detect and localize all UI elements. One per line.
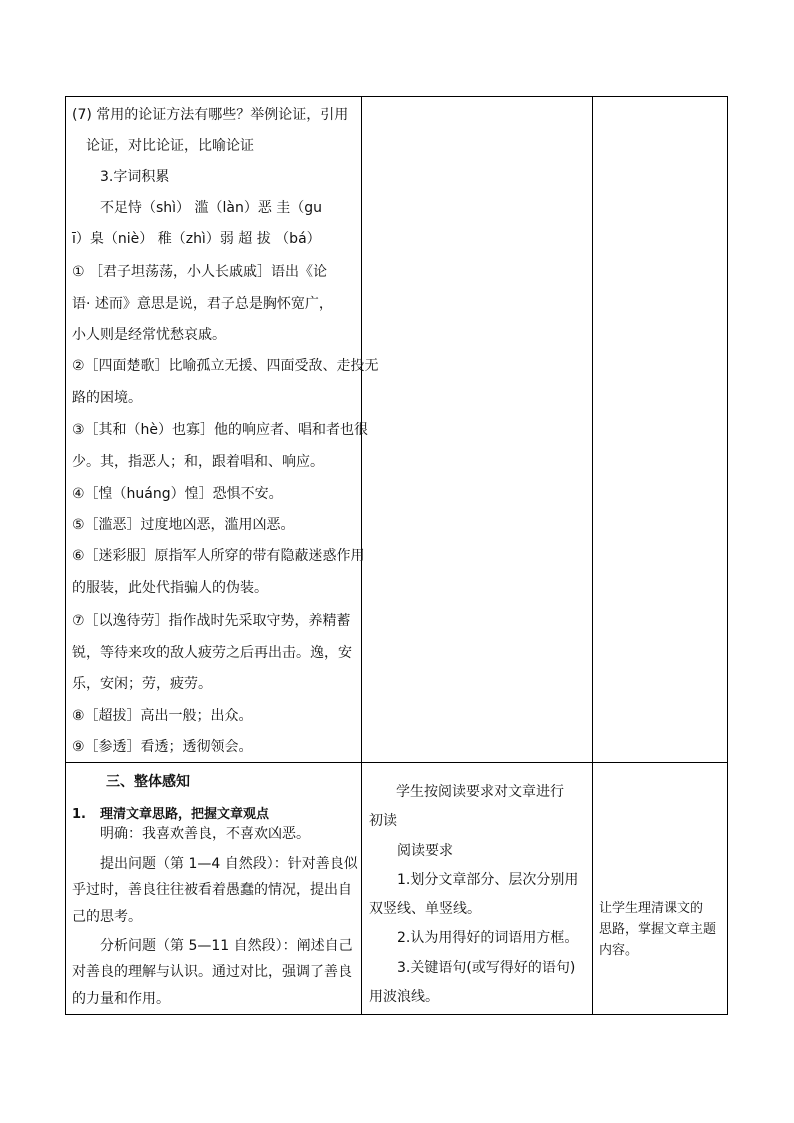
text-line: ⑨［参透］看透；透彻领会。 xyxy=(72,739,253,755)
subheading: 理清文章思路，把握文章观点 xyxy=(100,807,270,822)
text-line: ④［惶（huáng）惶］恐惧不安。 xyxy=(72,486,283,502)
text-line: 让学生理清课文的 xyxy=(599,901,704,916)
text-line: 的力量和作用。 xyxy=(72,991,170,1007)
text-line: 3.关键语句(或写得好的语句) xyxy=(397,960,576,976)
text-line: ⑦［以逸待劳］指作战时先采取守势，养精蓄 xyxy=(72,613,351,629)
text-line: ⑧［超拔］高出一般；出众。 xyxy=(72,708,253,724)
text-line: 己的思考。 xyxy=(72,909,142,925)
text-line: 分析问题（第 5—11 自然段）：阐述自己 xyxy=(100,938,353,954)
text-line: 明确：我喜欢善良，不喜欢凶恶。 xyxy=(100,826,310,842)
text-line: (7) 常用的论证方法有哪些？举例论证，引用 xyxy=(72,107,349,123)
text-line: 路的困境。 xyxy=(72,390,142,406)
text-line: 的服装，此处代指骗人的伪装。 xyxy=(72,580,268,596)
text-line: 内容。 xyxy=(599,943,639,958)
text-line: 初读 xyxy=(369,813,397,829)
text-line: 用波浪线。 xyxy=(369,989,439,1005)
text-line: 2.认为用得好的词语用方框。 xyxy=(397,930,579,946)
text-line: 语· 述而》意思是说，君子总是胸怀宽广， xyxy=(72,296,333,312)
subheading-number: 1. xyxy=(72,807,86,822)
text-line: 阅读要求 xyxy=(397,843,453,859)
text-line: 乎过时，善良往往被看着愚蠢的情况，提出自 xyxy=(72,882,352,898)
text-line: 锐，等待来攻的敌人疲劳之后再出击。逸，安 xyxy=(72,645,352,661)
section-heading: 三、整体感知 xyxy=(106,774,190,790)
text-line: ī）臬（niè） 稚（zhì）弱 超 拔 （bá） xyxy=(72,231,321,247)
text-line: 双竖线、单竖线。 xyxy=(369,901,481,917)
text-line: 不足恃（shì） 滥（làn）恶 圭（gu xyxy=(100,200,323,216)
text-line: 小人则是经常忧愁哀戚。 xyxy=(72,327,226,343)
text-line: 少。其，指恶人；和，跟着唱和、响应。 xyxy=(72,454,324,470)
row-divider xyxy=(65,762,728,763)
text-line: 乐，安闲；劳，疲劳。 xyxy=(72,676,212,692)
text-line: 3.字词积累 xyxy=(100,169,170,185)
text-line: ③［其和（hè）也寡］他的响应者、唱和者也很 xyxy=(72,422,369,438)
text-line: 对善良的理解与认识。通过对比，强调了善良 xyxy=(72,964,352,980)
text-line: 学生按阅读要求对文章进行 xyxy=(396,784,564,800)
text-line: 1.划分文章部分、层次分别用 xyxy=(397,872,579,888)
text-line: ① ［君子坦荡荡，小人长戚戚］语出《论 xyxy=(72,264,327,280)
text-line: ⑤［滥恶］过度地凶恶，滥用凶恶。 xyxy=(72,517,295,533)
text-line: ②［四面楚歌］比喻孤立无援、四面受敌、走投无 xyxy=(72,358,379,374)
text-line: ⑥［迷彩服］原指军人所穿的带有隐蔽迷惑作用 xyxy=(72,548,365,564)
text-line: 论证，对比论证，比喻论证 xyxy=(86,138,254,154)
text-line: 思路，掌握文章主题 xyxy=(599,922,717,937)
text-line: 提出问题（第 1—4 自然段）：针对善良似 xyxy=(100,856,358,872)
column-divider-2 xyxy=(592,96,593,1015)
